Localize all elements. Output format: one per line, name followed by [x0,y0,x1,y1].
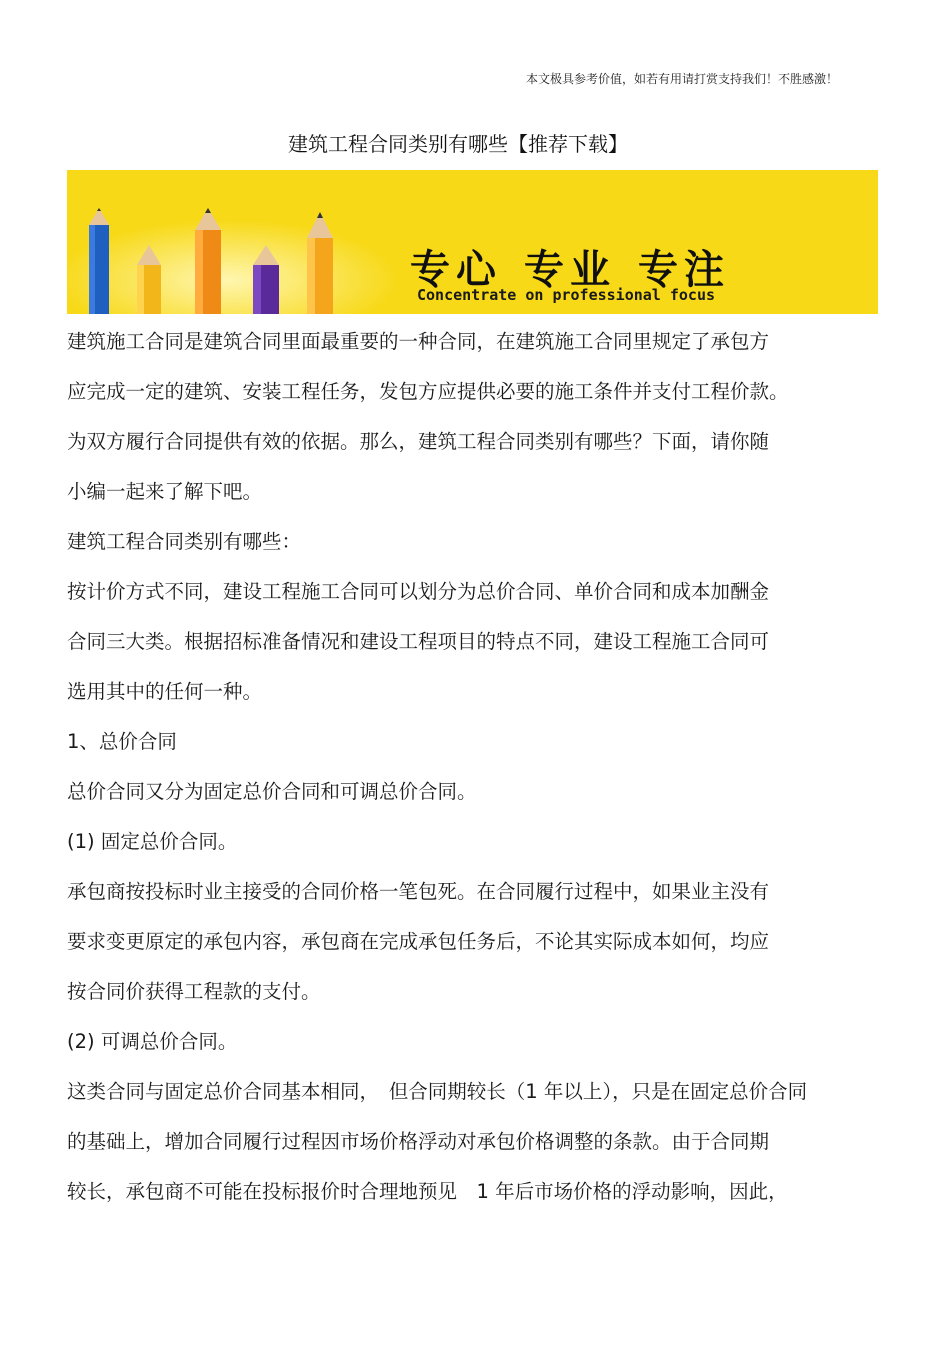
document-body [67,322,882,1222]
body-line: 要求变更原定的承包内容，承包商在完成承包任务后，不论其实际成本如何，均应 [67,930,770,953]
body-line: 总价合同又分为固定总价合同和可调总价合同。 [67,780,477,803]
body-line: 小编一起来了解下吧。 [67,480,263,503]
document-title: 建筑工程合同类别有哪些【推荐下载】 [288,132,628,156]
body-line: 按计价方式不同，建设工程施工合同可以划分为总价合同、单价合同和成本加酬金 [67,580,770,603]
body-line: 的基础上，增加合同履行过程因市场价格浮动对承包价格调整的条款。由于合同期 [67,1130,770,1153]
body-line: 按合同价获得工程款的支付。 [67,980,321,1003]
subsection-heading: 1、总价合同 [67,730,177,753]
pencil-amber-icon [307,212,333,314]
slogan-word: 专注 [638,247,730,293]
body-line: 这类合同与固定总价合同基本相同， 但合同期较长（1 年以上），只是在固定总价合同 [67,1080,808,1103]
section-heading: 建筑工程合同类别有哪些： [67,530,302,553]
banner-image [67,170,878,314]
body-line: 选用其中的任何一种。 [67,680,263,703]
body-line: 为双方履行合同提供有效的依据。那么，建筑工程合同类别有哪些？下面，请你随 [67,430,770,453]
slogan-word: 专心 [410,247,502,293]
body-line: 合同三大类。根据招标准备情况和建设工程项目的特点不同，建设工程施工合同可 [67,630,770,653]
banner-slogan-english: Concentrate on professional focus [417,286,716,304]
pencil-blue-icon [89,208,109,314]
header-note: 本文极具参考价值，如若有用请打赏支持我们！不胜感激！ [525,72,838,86]
subsection-heading: (1) 固定总价合同。 [67,830,238,853]
body-line: 建筑施工合同是建筑合同里面最重要的一种合同，在建筑施工合同里规定了承包方 [67,330,770,353]
body-line: 承包商按投标时业主接受的合同价格一笔包死。在合同履行过程中，如果业主没有 [67,880,770,903]
pencil-orange-icon [195,208,221,314]
subsection-heading: (2) 可调总价合同。 [67,1030,238,1053]
body-line: 较长，承包商不可能在投标报价时合理地预见 1 年后市场价格的浮动影响，因此， [67,1180,788,1203]
body-line: 应完成一定的建筑、安装工程任务，发包方应提供必要的施工条件并支付工程价款。 [67,380,789,403]
slogan-word: 专业 [524,247,616,293]
